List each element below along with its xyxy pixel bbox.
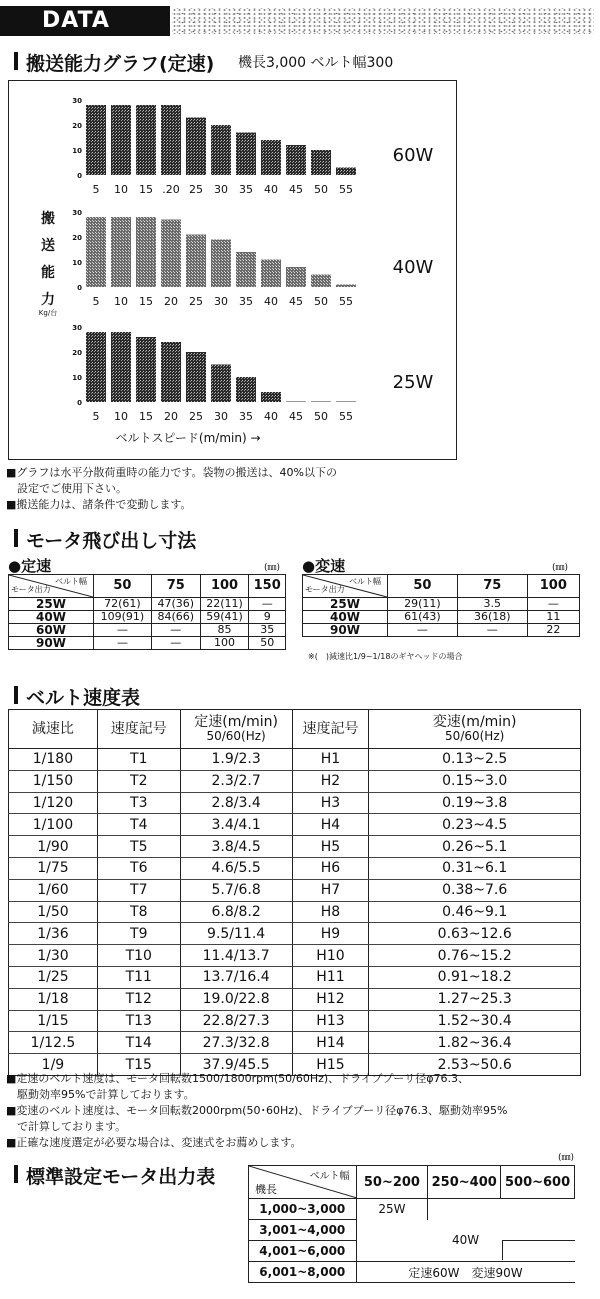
corner-top-label: ベルト幅: [349, 577, 381, 586]
table-cell: 6.8/8.2: [180, 901, 292, 923]
bar-60W-35: [236, 133, 256, 176]
bar-25W-25: [186, 352, 206, 402]
table-row: [9, 1010, 581, 1032]
table-cell: 72(61): [94, 598, 152, 611]
table-cell: T5: [97, 836, 180, 858]
x-tick-label: 40: [264, 410, 278, 423]
y-tick-label: 30: [72, 324, 82, 332]
table-cell: 5.7/6.8: [180, 879, 292, 901]
bar-25W-55: [336, 401, 356, 402]
column-header: 75: [457, 575, 527, 598]
table-cell: —: [527, 598, 579, 611]
column-header: [369, 710, 581, 749]
table-row: [9, 988, 581, 1010]
row-label: 25W: [303, 598, 388, 611]
y-tick-label: 30: [72, 209, 82, 217]
header-texture: [172, 8, 594, 34]
x-tick-label: 45: [289, 410, 303, 423]
table-cell: 1/18: [9, 988, 98, 1010]
row-label: 25W: [9, 598, 94, 611]
table-cell: T7: [97, 879, 180, 901]
column-header: 速度記号: [292, 710, 369, 749]
table-cell: [356, 1220, 574, 1262]
table-cell: 0.31~6.1: [369, 857, 581, 879]
x-tick-label: 30: [214, 183, 228, 196]
table-cell: 109(91): [94, 611, 152, 624]
x-tick-label: 25: [189, 295, 203, 308]
table-cell: H14: [292, 1032, 369, 1054]
table-row: [303, 598, 580, 611]
table-cell: 0.26~5.1: [369, 836, 581, 858]
table-cell: —: [457, 624, 527, 637]
bar-60W-25: [186, 118, 206, 176]
bar-25W-15: [136, 337, 156, 402]
column-header: 100: [527, 575, 579, 598]
table-cell: 定速60W 変速90W: [356, 1262, 574, 1283]
table-cell: 11: [527, 611, 579, 624]
table-cell: 2.3/2.7: [180, 770, 292, 792]
x-tick-label: 5: [92, 295, 100, 308]
table-header-row: [9, 710, 581, 749]
table-cell: 85: [200, 624, 249, 637]
y-tick-label: 0: [77, 284, 82, 292]
fixed-speed-label: ●定速: [8, 557, 52, 575]
section-marker: [14, 529, 18, 547]
table-row: [9, 945, 581, 967]
table-cell: 4.6/5.5: [180, 857, 292, 879]
column-header: 75: [151, 575, 200, 598]
motor-section-title: モータ飛び出し寸法: [26, 530, 197, 552]
table-cell: H8: [292, 901, 369, 923]
table-cell: T11: [97, 966, 180, 988]
bar-60W-20: [161, 105, 181, 175]
bar-40W-5: [86, 217, 106, 287]
x-tick-label: 5: [92, 183, 100, 196]
row-label: 4,001~6,000: [249, 1241, 357, 1262]
table-cell: 1/30: [9, 945, 98, 967]
bar-25W-20: [161, 342, 181, 402]
bar-25W-45: [286, 401, 306, 402]
row-label: 60W: [9, 624, 94, 637]
fixed-unit: (㎜): [264, 563, 281, 573]
table-cell: H13: [292, 1010, 369, 1032]
y-tick-label: 20: [72, 349, 82, 357]
x-tick-label: 30: [214, 410, 228, 423]
table-cell: 1/150: [9, 770, 98, 792]
table-cell: 11.4/13.7: [180, 945, 292, 967]
table-cell: 1/90: [9, 836, 98, 858]
x-tick-label: 35: [239, 183, 253, 196]
bar-40W-55: [336, 285, 356, 288]
x-tick-label: 30: [214, 295, 228, 308]
table-cell: 0.19~3.8: [369, 792, 581, 814]
table-cell: H12: [292, 988, 369, 1010]
speed-section-title: ベルト速度表: [26, 687, 141, 709]
bar-40W-40: [261, 260, 281, 288]
table-cell: H5: [292, 836, 369, 858]
table-cell: H9: [292, 923, 369, 945]
x-tick-label: 35: [239, 295, 253, 308]
table-cell: —: [94, 624, 152, 637]
column-header: 150: [249, 575, 286, 598]
table-row: [9, 598, 286, 611]
table-cell: 36(18): [457, 611, 527, 624]
corner-bottom-label: モータ出力: [305, 585, 345, 594]
x-tick-label: 50: [314, 295, 328, 308]
variable-note: ※( )減速比1/9~1/18のギヤヘッドの場合: [308, 652, 463, 661]
series-label: 40W: [392, 257, 434, 278]
corner-bottom-label: 機長: [255, 1183, 277, 1196]
x-tick-label: 55: [339, 183, 353, 196]
graph-note: 設定でご使用下さい。: [6, 482, 127, 495]
table-row: [303, 624, 580, 637]
table-cell: —: [249, 598, 286, 611]
series-label: 25W: [392, 372, 434, 393]
page-title: DATA: [42, 8, 110, 33]
table-cell: 0.46~9.1: [369, 901, 581, 923]
bar-25W-10: [111, 332, 131, 402]
table-cell: T9: [97, 923, 180, 945]
fixed-speed-header: 定速(m/min): [194, 714, 278, 730]
table-cell: T3: [97, 792, 180, 814]
table-cell: 1/60: [9, 879, 98, 901]
table-row: [9, 792, 581, 814]
section-marker: [14, 52, 18, 70]
table-cell: 1/15: [9, 1010, 98, 1032]
table-row: [303, 611, 580, 624]
bar-60W-5: [86, 105, 106, 175]
table-cell: T4: [97, 814, 180, 836]
y-axis-unit: Kg/台: [38, 309, 58, 317]
table-row: [9, 1032, 581, 1054]
x-tick-label: 15: [139, 410, 153, 423]
row-label: 90W: [9, 637, 94, 650]
table-row: [9, 611, 286, 624]
table-cell: 1/25: [9, 966, 98, 988]
table-row: [249, 1262, 575, 1283]
table-cell: 0.23~4.5: [369, 814, 581, 836]
x-tick-label: 35: [239, 410, 253, 423]
table-cell: 0.13~2.5: [369, 749, 581, 771]
y-tick-label: 20: [72, 234, 82, 242]
table-cell: 61(43): [388, 611, 458, 624]
bar-25W-35: [236, 377, 256, 402]
variable-motor-table: [302, 574, 580, 637]
row-label: 40W: [303, 611, 388, 624]
table-row: [9, 637, 286, 650]
table-cell: T2: [97, 770, 180, 792]
graph-section-subtitle: 機長3,000 ベルト幅300: [238, 55, 394, 71]
speed-note: ■正確な速度選定が必要な場合は、変速式をお薦めします。: [6, 1136, 302, 1149]
y-tick-label: 30: [72, 97, 82, 105]
table-cell: 22(11): [200, 598, 249, 611]
y-axis-label-char: 力: [41, 292, 55, 308]
table-cell: 1/9: [9, 1054, 98, 1076]
table-cell: H6: [292, 857, 369, 879]
table-cell: 3.5: [457, 598, 527, 611]
bar-40W-30: [211, 240, 231, 288]
table-cell: H10: [292, 945, 369, 967]
table-row: [9, 966, 581, 988]
x-tick-label: 20: [164, 410, 178, 423]
bar-25W-40: [261, 392, 281, 402]
table-row: [9, 836, 581, 858]
table-row: [9, 749, 581, 771]
table-cell: 2.8/3.4: [180, 792, 292, 814]
x-tick-label: 45: [289, 183, 303, 196]
row-label: 6,001~8,000: [249, 1262, 357, 1283]
table-cell: H4: [292, 814, 369, 836]
table-corner: [249, 1166, 357, 1199]
bar-60W-50: [311, 150, 331, 175]
table-cell: H15: [292, 1054, 369, 1076]
table-cell: 22.8/27.3: [180, 1010, 292, 1032]
bar-60W-15: [136, 105, 156, 175]
x-tick-label: 40: [264, 295, 278, 308]
y-tick-label: 10: [72, 147, 82, 155]
table-row: [9, 814, 581, 836]
column-header: 500~600: [501, 1166, 575, 1199]
x-tick-label: 55: [339, 295, 353, 308]
section-marker: [14, 686, 18, 704]
table-cell: —: [94, 637, 152, 650]
x-tick-label: 5: [92, 410, 100, 423]
row-label: 1,000~3,000: [249, 1199, 357, 1220]
speed-note: ■定速のベルト速度は、モータ回転数1500/1800rpm(50/60Hz)、ドライブプーリ径φ76.3、: [6, 1072, 469, 1085]
bar-60W-30: [211, 125, 231, 175]
column-header: 減速比: [9, 710, 98, 749]
table-cell: 22: [527, 624, 579, 637]
variable-speed-header: 変速(m/min): [432, 714, 517, 730]
variable-unit: (㎜): [552, 563, 569, 573]
table-cell: T8: [97, 901, 180, 923]
fixed-hz-header: 50/60(Hz): [206, 729, 266, 743]
table-cell: 59(41): [200, 611, 249, 624]
table-corner: [9, 575, 94, 598]
table-row: [9, 624, 286, 637]
x-tick-label: 25: [189, 410, 203, 423]
bar-40W-10: [111, 217, 131, 287]
bar-40W-35: [236, 252, 256, 287]
table-cell: T14: [97, 1032, 180, 1054]
table-cell: H11: [292, 966, 369, 988]
divider: [502, 1240, 575, 1241]
divider: [502, 1240, 503, 1260]
x-tick-label: 15: [139, 295, 153, 308]
bar-60W-55: [336, 168, 356, 176]
y-axis-label-char: 能: [41, 265, 55, 281]
table-cell: H7: [292, 879, 369, 901]
column-header: [180, 710, 292, 749]
table-cell: [428, 1199, 575, 1220]
table-cell: 19.0/22.8: [180, 988, 292, 1010]
table-cell: T1: [97, 749, 180, 771]
column-header: 50: [94, 575, 152, 598]
speed-note: ■変速のベルト速度は、モータ回転数2000rpm(50･60Hz)、ドライブプーリ径φ76.3、駆動効率95%: [6, 1104, 508, 1117]
graph-note: ■グラフは水平分散荷重時の能力です。袋物の搬送は、40%以下の: [6, 466, 337, 479]
x-tick-label: 55: [339, 410, 353, 423]
x-tick-label: 15: [139, 183, 153, 196]
table-cell: T10: [97, 945, 180, 967]
table-cell: 0.38~7.6: [369, 879, 581, 901]
table-cell: 3.4/4.1: [180, 814, 292, 836]
x-tick-label: 50: [314, 183, 328, 196]
variable-speed-label: ●変速: [302, 557, 346, 575]
column-header: 50: [388, 575, 458, 598]
section-marker: [14, 1165, 18, 1183]
y-tick-label: 20: [72, 122, 82, 130]
table-row: [9, 901, 581, 923]
row-label: 90W: [303, 624, 388, 637]
bar-40W-20: [161, 220, 181, 288]
table-cell: 84(66): [151, 611, 200, 624]
table-row: [9, 857, 581, 879]
bar-60W-10: [111, 105, 131, 175]
table-cell: H1: [292, 749, 369, 771]
x-tick-label: 45: [289, 295, 303, 308]
bar-40W-50: [311, 275, 331, 288]
table-cell: 0.63~12.6: [369, 923, 581, 945]
x-tick-label: 25: [189, 183, 203, 196]
x-tick-label: 20: [164, 295, 178, 308]
bar-40W-45: [286, 267, 306, 287]
table-row: [9, 923, 581, 945]
table-cell: 1/100: [9, 814, 98, 836]
corner-top-label: ベルト幅: [55, 577, 87, 586]
table-cell: 13.7/16.4: [180, 966, 292, 988]
x-axis-label: ベルトスピード(m/min) →: [115, 431, 261, 445]
bar-40W-25: [186, 235, 206, 288]
y-axis-label-char: 送: [41, 238, 55, 254]
bar-25W-50: [311, 401, 331, 402]
table-row: [249, 1220, 575, 1241]
x-tick-label: 10: [114, 410, 128, 423]
table-cell: T6: [97, 857, 180, 879]
table-cell: 1/180: [9, 749, 98, 771]
table-cell: —: [151, 624, 200, 637]
table-cell: H2: [292, 770, 369, 792]
table-cell: 37.9/45.5: [180, 1054, 292, 1076]
table-row: [9, 770, 581, 792]
bar-60W-45: [286, 145, 306, 175]
y-tick-label: 10: [72, 259, 82, 267]
y-tick-label: 0: [77, 399, 82, 407]
table-cell: —: [388, 624, 458, 637]
table-cell: —: [151, 637, 200, 650]
row-label: 40W: [9, 611, 94, 624]
table-cell: 1.82~36.4: [369, 1032, 581, 1054]
variable-hz-header: 50/60(Hz): [445, 729, 505, 743]
speed-note: 駆動効率95%で計算しております。: [6, 1088, 195, 1101]
y-tick-label: 0: [77, 172, 82, 180]
table-cell: 1/50: [9, 901, 98, 923]
column-header: 100: [200, 575, 249, 598]
bar-25W-5: [86, 332, 106, 402]
corner-top-label: ベルト幅: [309, 1171, 350, 1182]
column-header: 速度記号: [97, 710, 180, 749]
table-cell: 50: [249, 637, 286, 650]
column-header: 50~200: [356, 1166, 428, 1199]
table-cell: 1.9/2.3: [180, 749, 292, 771]
table-cell: 25W: [356, 1199, 428, 1220]
table-row: [9, 879, 581, 901]
table-cell: 0.15~3.0: [369, 770, 581, 792]
speed-note: で計算しております。: [6, 1120, 127, 1133]
table-cell: 35: [249, 624, 286, 637]
table-cell: 9.5/11.4: [180, 923, 292, 945]
table-cell: T12: [97, 988, 180, 1010]
table-cell: 1/12.5: [9, 1032, 98, 1054]
y-tick-label: 10: [72, 374, 82, 382]
capacity-chart: [8, 80, 457, 460]
graph-section-title: 搬送能力グラフ(定速): [26, 53, 215, 75]
table-row: [249, 1199, 575, 1220]
table-cell: 1/75: [9, 857, 98, 879]
table-cell: 1/36: [9, 923, 98, 945]
table-cell: H3: [292, 792, 369, 814]
x-tick-label: 10: [114, 295, 128, 308]
graph-note: ■搬送能力は、諸条件で変動します。: [6, 498, 192, 511]
table-cell: 1/120: [9, 792, 98, 814]
table-cell: 27.3/32.8: [180, 1032, 292, 1054]
column-header: 250~400: [428, 1166, 501, 1199]
table-cell: 2.53~50.6: [369, 1054, 581, 1076]
fixed-motor-table: [8, 574, 286, 650]
table-cell: T13: [97, 1010, 180, 1032]
table-cell: 3.8/4.5: [180, 836, 292, 858]
table-cell: 100: [200, 637, 249, 650]
x-tick-label: 10: [114, 183, 128, 196]
table-cell: 1.52~30.4: [369, 1010, 581, 1032]
table-cell: T15: [97, 1054, 180, 1076]
bar-25W-30: [211, 365, 231, 403]
x-tick-label: .20: [162, 183, 180, 196]
series-label: 60W: [392, 145, 434, 166]
std-motor-table: [248, 1165, 575, 1283]
belt-speed-table: [8, 709, 581, 1076]
cell-40w: 40W: [451, 1233, 480, 1248]
table-cell: 0.76~15.2: [369, 945, 581, 967]
std-section-title: 標準設定モータ出力表: [26, 1166, 216, 1188]
y-axis-label-char: 搬: [41, 211, 55, 227]
bar-60W-40: [261, 140, 281, 175]
table-corner: [303, 575, 388, 598]
x-tick-label: 50: [314, 410, 328, 423]
table-cell: 47(36): [151, 598, 200, 611]
bar-40W-15: [136, 217, 156, 287]
table-cell: 29(11): [388, 598, 458, 611]
table-cell: 1.27~25.3: [369, 988, 581, 1010]
x-tick-label: 40: [264, 183, 278, 196]
std-unit: (㎜): [558, 1153, 575, 1163]
table-cell: 0.91~18.2: [369, 966, 581, 988]
table-cell: 9: [249, 611, 286, 624]
corner-bottom-label: モータ出力: [11, 585, 51, 594]
row-label: 3,001~4,000: [249, 1220, 357, 1241]
